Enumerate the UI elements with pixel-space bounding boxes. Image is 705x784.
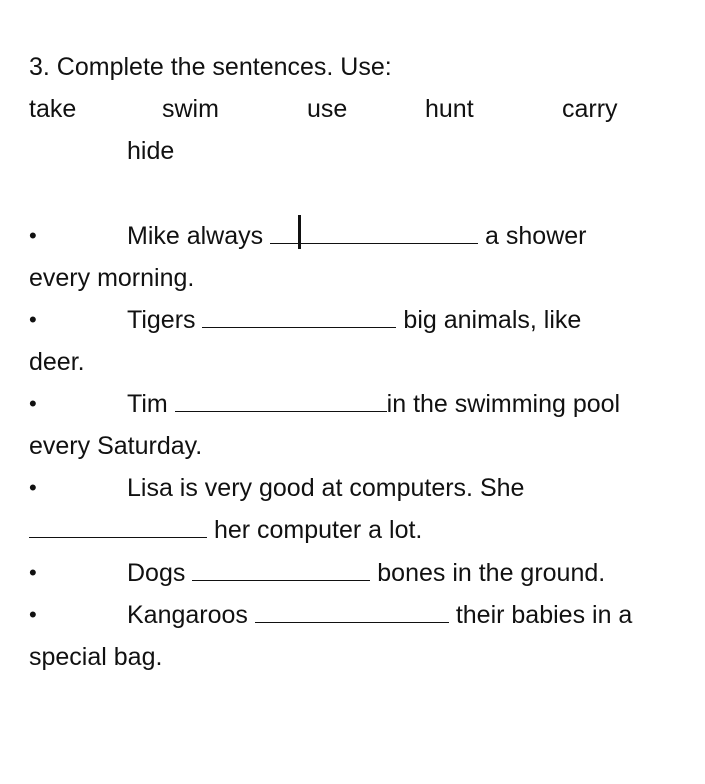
sentence-text: bones in the ground. (370, 559, 606, 587)
exercise-title: 3. Complete the sentences. Use: (29, 53, 392, 81)
bullet: • (29, 475, 37, 500)
sentence-4: Lisa is very good at computers. She (127, 474, 525, 502)
sentence-text: big animals, like (396, 306, 582, 334)
word-bank-item: swim (162, 95, 219, 123)
word-bank-item: use (307, 95, 348, 123)
sentence-text: in the swimming pool (386, 390, 621, 418)
sentence-text: Tim (127, 390, 175, 418)
answer-blank[interactable] (175, 389, 387, 412)
sentence-text: their babies in a (448, 601, 633, 629)
word-bank-item: hide (127, 137, 175, 165)
sentence-text: Tigers (127, 306, 203, 334)
sentence-text: a shower (478, 222, 587, 250)
sentence-2 (127, 305, 581, 335)
answer-blank[interactable] (202, 305, 396, 328)
sentence-text: Dogs (127, 559, 193, 587)
sentence-continuation (29, 515, 422, 545)
answer-blank[interactable] (29, 515, 207, 538)
bullet: • (29, 391, 37, 416)
sentence-text: Mike always (127, 222, 271, 250)
bullet: • (29, 307, 37, 332)
sentence-3 (127, 389, 620, 419)
word-bank-item: carry (562, 95, 618, 123)
sentence-5 (127, 558, 605, 588)
sentence-6 (127, 600, 632, 630)
sentence-continuation: every morning. (29, 264, 195, 292)
sentence-continuation: every Saturday. (29, 432, 203, 460)
text-cursor (298, 215, 301, 249)
word-bank-item: take (29, 95, 77, 123)
bullet: • (29, 560, 37, 585)
answer-blank[interactable] (270, 221, 478, 244)
sentence-text: her computer a lot. (207, 516, 423, 544)
answer-blank[interactable] (192, 558, 370, 581)
sentence-text: Kangaroos (127, 601, 255, 629)
bullet: • (29, 223, 37, 248)
answer-blank[interactable] (255, 600, 449, 623)
word-bank-item: hunt (425, 95, 474, 123)
bullet: • (29, 602, 37, 627)
sentence-continuation: deer. (29, 348, 85, 376)
sentence-1 (127, 221, 586, 251)
sentence-continuation: special bag. (29, 643, 163, 671)
